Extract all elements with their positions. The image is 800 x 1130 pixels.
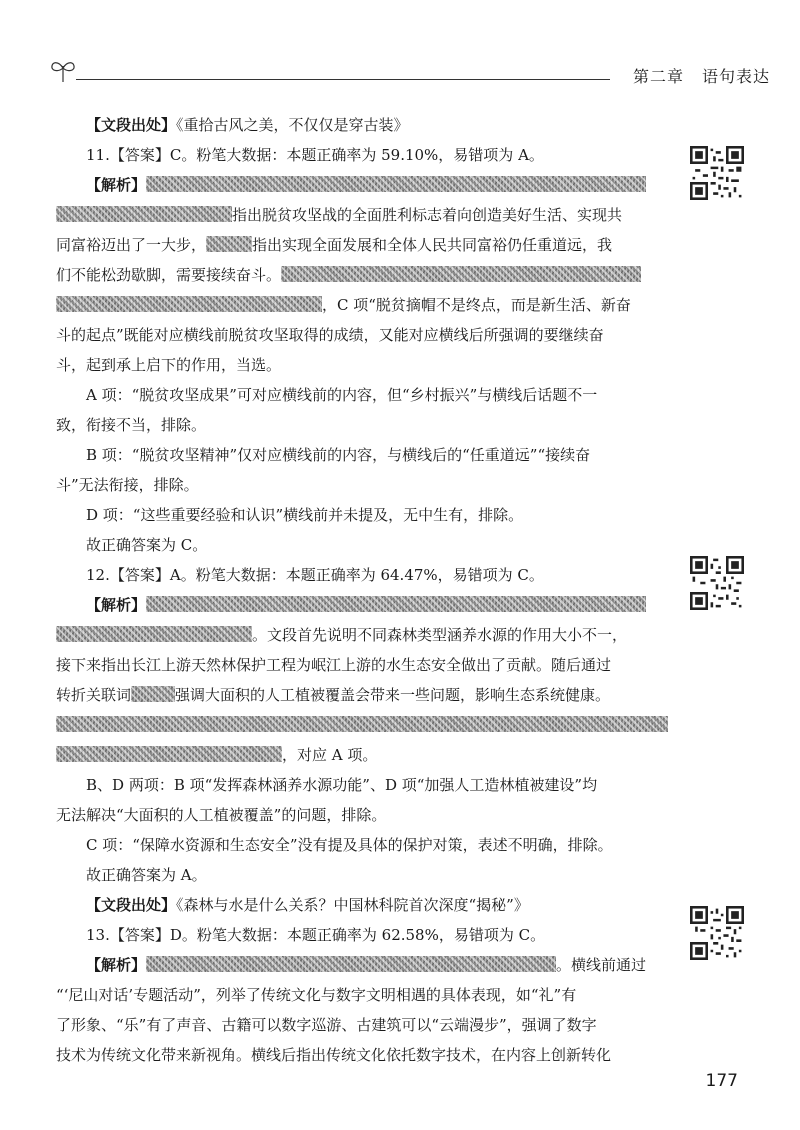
answer-line <box>86 920 545 950</box>
text-line: 。文段首先说明不同森林类型涵养水源的作用大小不一， <box>56 620 627 650</box>
redacted-text <box>146 956 556 972</box>
text-line: D 项：“这些重要经验和认识”横线前并未提及，无中生有，排除。 <box>86 506 524 524</box>
leaf-icon <box>48 56 78 86</box>
redacted-text <box>131 686 175 702</box>
text-line: ，C 项“脱贫摘帽不是终点，而是新生活、新奋 <box>56 290 631 320</box>
answer-line <box>86 140 544 170</box>
text-line: 了形象、“乐”有了声音、古籍可以数字巡游、古建筑可以“云端漫步”，强调了数字 <box>56 1016 597 1034</box>
analysis-label: 【解析】 <box>86 596 147 614</box>
analysis-label: 【解析】 <box>86 956 147 974</box>
text-line: 故正确答案为 A。 <box>86 866 207 884</box>
text-line: A 项：“脱贫攻坚成果”可对应横线前的内容，但“乡村振兴”与横线后话题不一 <box>86 386 598 404</box>
answer-number: 11.【答案】 <box>86 146 170 164</box>
redacted-text <box>146 596 646 612</box>
text-line: 指出脱贫攻坚战的全面胜利标志着向创造美好生活、实现共 <box>56 200 622 230</box>
redacted-text <box>56 626 252 642</box>
page-number: 177 <box>705 1071 738 1091</box>
qr-code-icon[interactable] <box>690 556 744 610</box>
chapter-number: 第二章 <box>632 67 684 86</box>
redacted-text <box>281 266 641 282</box>
text-line: 斗”无法衔接，排除。 <box>56 476 199 494</box>
qr-code-icon[interactable] <box>690 906 744 960</box>
answer-text: A。粉笔大数据：本题正确率为 64.47%，易错项为 C。 <box>169 566 544 584</box>
analysis-line <box>86 170 646 200</box>
chapter-title <box>633 64 770 87</box>
answer-text: C。粉笔大数据：本题正确率为 59.10%，易错项为 A。 <box>169 146 544 164</box>
page-header <box>48 56 770 96</box>
source-title: 《森林与水是什么关系？中国林科院首次深度“揭秘”》 <box>176 896 529 914</box>
source-label: 【文段出处】 <box>86 116 177 134</box>
chapter-section: 语句表达 <box>701 67 770 86</box>
text-line: B 项：“脱贫攻坚精神”仅对应横线前的内容，与横线后的“任重道远”“接续奋 <box>86 446 591 464</box>
text-line: B、D 两项：B 项“发挥森林涵养水源功能”、D 项“加强人工造林植被建设”均 <box>86 776 598 794</box>
text-line: 斗的起点”既能对应横线前脱贫攻坚取得的成绩，又能对应横线后所强调的要继续奋 <box>56 326 604 344</box>
analysis-line <box>86 590 646 620</box>
text-line: “‘尼山对话’专题活动”，列举了传统文化与数字文明相遇的具体表现，如“礼”有 <box>56 986 577 1004</box>
header-rule <box>76 79 610 80</box>
redacted-text <box>56 716 668 732</box>
redacted-text <box>206 236 252 252</box>
text-line: 致，衔接不当，排除。 <box>56 416 207 434</box>
answer-line <box>86 560 544 590</box>
redacted-text <box>56 296 322 312</box>
text-line: 接下来指出长江上游天然林保护工程为岷江上游的水生态安全做出了贡献。随后通过 <box>56 656 612 674</box>
source-title: 《重拾古风之美，不仅仅是穿古装》 <box>176 116 409 134</box>
text-line: 故正确答案为 C。 <box>86 536 208 554</box>
text-line: 转折关联词 强调大面积的人工植被覆盖会带来一些问题，影响生态系统健康。 <box>56 686 611 704</box>
text-line: 技术为传统文化带来新视角。横线后指出传统文化依托数字技术，在内容上创新转化 <box>56 1046 612 1064</box>
analysis-label: 【解析】 <box>86 176 147 194</box>
text-line: 们不能松劲歇脚，需要接续奋斗。 <box>56 260 641 290</box>
text-line: 无法解决“大面积的人工植被覆盖”的问题，排除。 <box>56 806 387 824</box>
text-line: C 项：“保障水资源和生态安全”没有提及具体的保护对策，表述不明确，排除。 <box>86 836 613 854</box>
text-line: 斗，起到承上启下的作用，当选。 <box>56 356 282 374</box>
qr-code-icon[interactable] <box>690 146 744 200</box>
text-line: 同富裕迈出了一大步， 指出实现全面发展和全体人民共同富裕仍任重道远，我 <box>56 236 613 254</box>
answer-number: 12.【答案】 <box>86 566 170 584</box>
redacted-text <box>146 176 646 192</box>
source-line <box>86 110 409 140</box>
source-label: 【文段出处】 <box>86 896 177 914</box>
text-line <box>56 710 668 740</box>
redacted-text <box>56 746 282 762</box>
text-line: ，对应 A 项。 <box>56 740 377 770</box>
answer-text: D。粉笔大数据：本题正确率为 62.58%，易错项为 C。 <box>169 926 546 944</box>
source-line <box>86 890 529 920</box>
redacted-text <box>56 206 232 222</box>
answer-number: 13.【答案】 <box>86 926 170 944</box>
analysis-line: 【解析】 。横线前通过 <box>86 956 647 974</box>
